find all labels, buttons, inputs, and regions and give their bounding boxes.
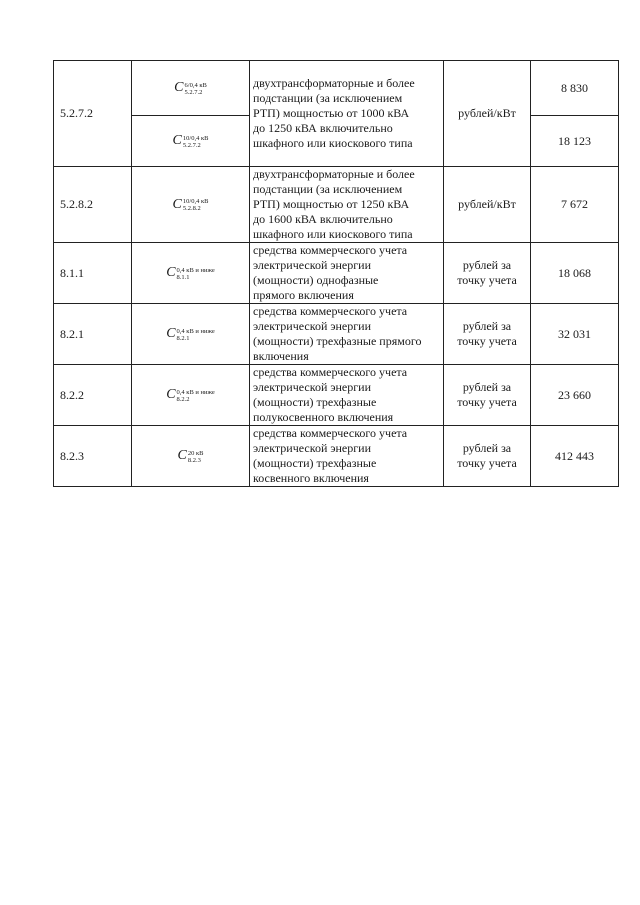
rate-symbol: C 20 кВ 8.2.3 [132, 426, 250, 487]
rate-symbol: C 10/0,4 кВ 5.2.8.2 [132, 167, 250, 243]
rate-value: 18 068 [531, 243, 619, 304]
item-description: средства коммерческого учета электрической энергии (мощности) трехфазные полукосвенного включения [250, 365, 444, 426]
item-description: двухтрансформаторные и более подстанции (за исключением РТП) мощностью от 1250 кВА до 1600 кВА включительно шкафного или киоскового типа [250, 167, 444, 243]
rate-value: 7 672 [531, 167, 619, 243]
rate-symbol: C 0,4 кВ и ниже 8.2.2 [132, 365, 250, 426]
unit-label: рублей/кВт [444, 167, 531, 243]
unit-label: рублей за точку учета [444, 426, 531, 487]
item-code: 8.1.1 [54, 243, 132, 304]
table-row [54, 426, 619, 487]
rates-table [53, 60, 619, 487]
unit-label: рублей за точку учета [444, 365, 531, 426]
unit-label: рублей/кВт [444, 61, 531, 167]
rate-symbol: C 6/0,4 кВ 5.2.7.2 [132, 61, 250, 116]
item-description: средства коммерческого учета электрической энергии (мощности) трехфазные косвенного включения [250, 426, 444, 487]
rate-value: 412 443 [531, 426, 619, 487]
item-code: 8.2.2 [54, 365, 132, 426]
rate-value: 23 660 [531, 365, 619, 426]
item-description: средства коммерческого учета электрической энергии (мощности) трехфазные прямого включения [250, 304, 444, 365]
rate-symbol: C 10/0,4 кВ 5.2.7.2 [132, 116, 250, 167]
table-row [54, 365, 619, 426]
item-description: двухтрансформаторные и более подстанции (за исключением РТП) мощностью от 1000 кВА до 1250 кВА включительно шкафного или киоскового типа [250, 61, 444, 167]
item-code: 8.2.1 [54, 304, 132, 365]
item-code: 5.2.7.2 [54, 61, 132, 167]
rate-value: 32 031 [531, 304, 619, 365]
unit-label: рублей за точку учета [444, 304, 531, 365]
table-row [54, 61, 619, 116]
item-description: средства коммерческого учета электрической энергии (мощности) однофазные прямого включения [250, 243, 444, 304]
rate-symbol: C 0,4 кВ и ниже 8.2.1 [132, 304, 250, 365]
table-row [54, 243, 619, 304]
item-code: 5.2.8.2 [54, 167, 132, 243]
item-code: 8.2.3 [54, 426, 132, 487]
rate-value: 8 830 [531, 61, 619, 116]
rate-value: 18 123 [531, 116, 619, 167]
rate-symbol: C 0,4 кВ и ниже 8.1.1 [132, 243, 250, 304]
table-row [54, 304, 619, 365]
unit-label: рублей за точку учета [444, 243, 531, 304]
table-row [54, 167, 619, 243]
